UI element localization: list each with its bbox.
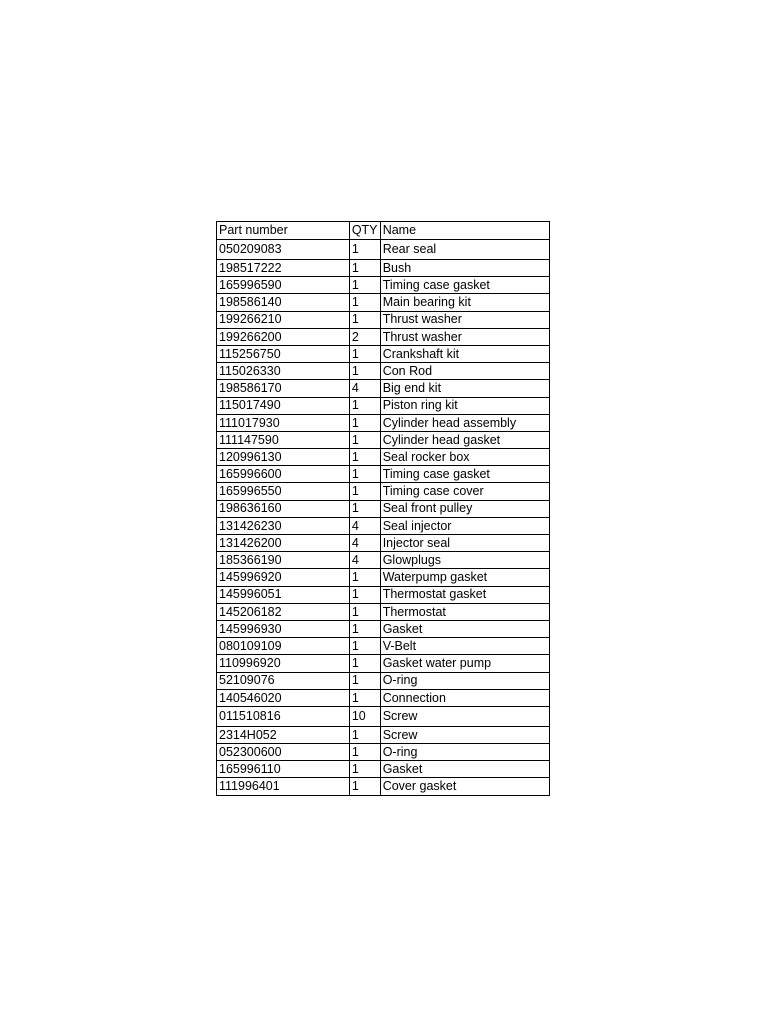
table-row: [217, 311, 550, 328]
cell-part-number: 165996600: [217, 466, 350, 483]
cell-name: Cylinder head gasket: [380, 431, 549, 448]
cell-qty: 1: [349, 240, 380, 260]
cell-name: Connection: [380, 689, 549, 706]
cell-name: Rear seal: [380, 240, 549, 260]
cell-part-number: 52109076: [217, 672, 350, 689]
cell-part-number: 198586140: [217, 294, 350, 311]
cell-qty: 1: [349, 397, 380, 414]
cell-name: Big end kit: [380, 380, 549, 397]
cell-name: Cover gasket: [380, 778, 549, 795]
cell-part-number: 199266210: [217, 311, 350, 328]
table-row: [217, 706, 550, 726]
cell-part-number: 131426200: [217, 535, 350, 552]
cell-qty: 1: [349, 620, 380, 637]
cell-part-number: 052300600: [217, 744, 350, 761]
cell-part-number: 115026330: [217, 363, 350, 380]
cell-qty: 1: [349, 260, 380, 277]
cell-qty: 1: [349, 726, 380, 743]
cell-part-number: 199266200: [217, 328, 350, 345]
table-row: [217, 569, 550, 586]
cell-qty: 1: [349, 655, 380, 672]
cell-part-number: 050209083: [217, 240, 350, 260]
cell-qty: 1: [349, 294, 380, 311]
cell-name: Seal rocker box: [380, 449, 549, 466]
table-row: [217, 778, 550, 795]
cell-part-number: 120996130: [217, 449, 350, 466]
cell-part-number: 080109109: [217, 638, 350, 655]
cell-part-number: 145206182: [217, 603, 350, 620]
table-row: [217, 363, 550, 380]
table-row: [217, 500, 550, 517]
cell-name: O-ring: [380, 672, 549, 689]
cell-name: Gasket water pump: [380, 655, 549, 672]
cell-name: Main bearing kit: [380, 294, 549, 311]
cell-part-number: 115256750: [217, 345, 350, 362]
table-row: [217, 328, 550, 345]
cell-part-number: 011510816: [217, 706, 350, 726]
cell-part-number: 198586170: [217, 380, 350, 397]
table-row: [217, 586, 550, 603]
cell-qty: 1: [349, 466, 380, 483]
table-row: [217, 744, 550, 761]
cell-qty: 4: [349, 552, 380, 569]
cell-qty: 1: [349, 586, 380, 603]
header-part-number: Part number: [217, 222, 350, 240]
cell-part-number: 115017490: [217, 397, 350, 414]
table-row: [217, 260, 550, 277]
cell-name: Thrust washer: [380, 311, 549, 328]
cell-name: Gasket: [380, 761, 549, 778]
table-row: [217, 380, 550, 397]
cell-qty: 1: [349, 638, 380, 655]
cell-qty: 1: [349, 431, 380, 448]
cell-qty: 1: [349, 569, 380, 586]
cell-part-number: 198636160: [217, 500, 350, 517]
header-qty: QTY: [349, 222, 380, 240]
cell-qty: 1: [349, 363, 380, 380]
cell-qty: 1: [349, 311, 380, 328]
cell-name: Timing case gasket: [380, 466, 549, 483]
cell-part-number: 131426230: [217, 517, 350, 534]
cell-part-number: 165996590: [217, 277, 350, 294]
cell-name: Seal injector: [380, 517, 549, 534]
cell-part-number: 198517222: [217, 260, 350, 277]
table-row: [217, 620, 550, 637]
table-row: [217, 535, 550, 552]
cell-name: Bush: [380, 260, 549, 277]
cell-name: Screw: [380, 706, 549, 726]
cell-part-number: 110996920: [217, 655, 350, 672]
cell-qty: 1: [349, 744, 380, 761]
cell-part-number: 140546020: [217, 689, 350, 706]
cell-qty: 1: [349, 603, 380, 620]
cell-qty: 1: [349, 500, 380, 517]
table-row: [217, 672, 550, 689]
cell-name: Waterpump gasket: [380, 569, 549, 586]
table-row: [217, 761, 550, 778]
cell-name: Gasket: [380, 620, 549, 637]
cell-part-number: 145996920: [217, 569, 350, 586]
table-body: [217, 240, 550, 796]
cell-name: Screw: [380, 726, 549, 743]
cell-part-number: 111996401: [217, 778, 350, 795]
cell-name: Timing case cover: [380, 483, 549, 500]
cell-qty: 1: [349, 483, 380, 500]
cell-name: Injector seal: [380, 535, 549, 552]
cell-qty: 1: [349, 345, 380, 362]
cell-name: Cylinder head assembly: [380, 414, 549, 431]
cell-qty: 1: [349, 277, 380, 294]
cell-name: Thermostat gasket: [380, 586, 549, 603]
table-row: [217, 345, 550, 362]
parts-table: [216, 221, 550, 796]
cell-qty: 1: [349, 689, 380, 706]
cell-name: Con Rod: [380, 363, 549, 380]
table-row: [217, 483, 550, 500]
cell-qty: 1: [349, 414, 380, 431]
table-row: [217, 449, 550, 466]
table-row: [217, 638, 550, 655]
cell-qty: 4: [349, 535, 380, 552]
table-header-row: [217, 222, 550, 240]
cell-part-number: 165996110: [217, 761, 350, 778]
cell-qty: 1: [349, 449, 380, 466]
table-row: [217, 517, 550, 534]
cell-name: Seal front pulley: [380, 500, 549, 517]
cell-name: V-Belt: [380, 638, 549, 655]
table-row: [217, 603, 550, 620]
table-row: [217, 466, 550, 483]
table-row: [217, 277, 550, 294]
table-row: [217, 431, 550, 448]
cell-part-number: 145996051: [217, 586, 350, 603]
table-row: [217, 240, 550, 260]
table-row: [217, 552, 550, 569]
cell-name: Thrust washer: [380, 328, 549, 345]
header-name: Name: [380, 222, 549, 240]
cell-name: Thermostat: [380, 603, 549, 620]
cell-name: Glowplugs: [380, 552, 549, 569]
cell-part-number: 111147590: [217, 431, 350, 448]
cell-qty: 10: [349, 706, 380, 726]
cell-name: Piston ring kit: [380, 397, 549, 414]
table-row: [217, 689, 550, 706]
table-row: [217, 414, 550, 431]
cell-part-number: 111017930: [217, 414, 350, 431]
cell-part-number: 145996930: [217, 620, 350, 637]
cell-part-number: 185366190: [217, 552, 350, 569]
cell-part-number: 165996550: [217, 483, 350, 500]
table-row: [217, 294, 550, 311]
cell-name: O-ring: [380, 744, 549, 761]
cell-qty: 2: [349, 328, 380, 345]
cell-qty: 1: [349, 761, 380, 778]
cell-qty: 1: [349, 778, 380, 795]
table-row: [217, 726, 550, 743]
cell-qty: 4: [349, 517, 380, 534]
cell-part-number: 2314H052: [217, 726, 350, 743]
table-row: [217, 397, 550, 414]
table-row: [217, 655, 550, 672]
cell-name: Timing case gasket: [380, 277, 549, 294]
cell-qty: 1: [349, 672, 380, 689]
cell-qty: 4: [349, 380, 380, 397]
cell-name: Crankshaft kit: [380, 345, 549, 362]
